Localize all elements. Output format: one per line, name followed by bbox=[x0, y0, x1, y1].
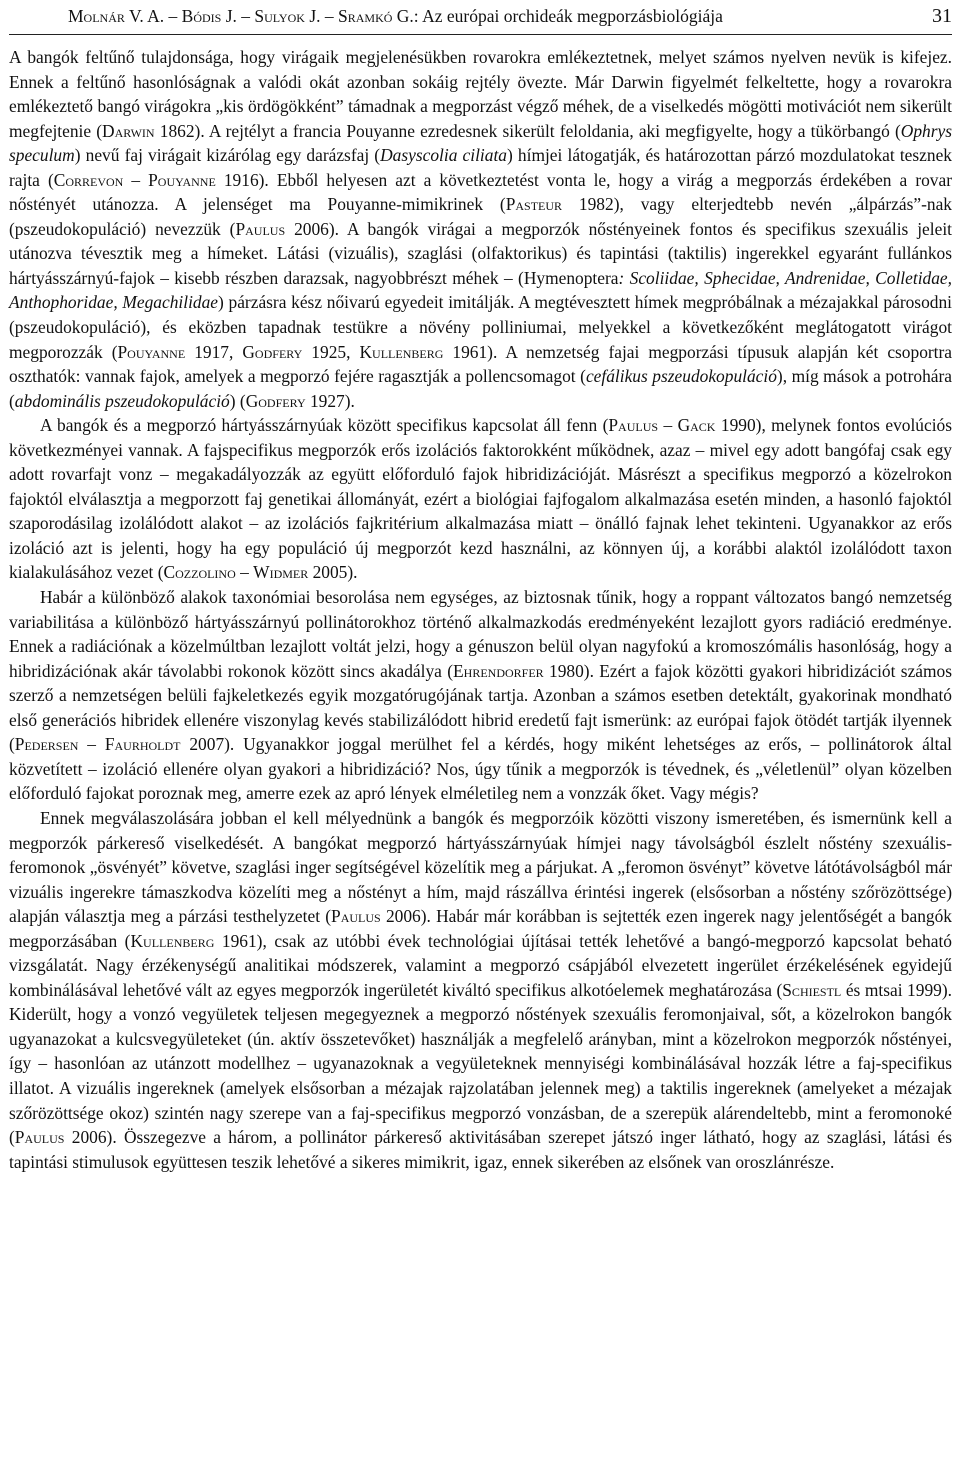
paragraph-2: A bangók és a megporzó hártyásszárnyúak között specifikus kapcsolat áll fenn (Paulus – Gack 1990), melynek fontos evolúciós következményei vannak. A fajspecifikus megporzók erős izolációs faktorokként működnek, azaz – mivel egy adott bangófaj csak egy adott rovarfajt vonz – megakadályozzák az együtt előforduló fajok hibridizációját. Másrészt a specifikus megporzó a közelrokon fajoktól elválasztja a megporzott faj genetikai állományát, ezért a biológiai fajfogalom alkalmazása esetén minden, a hasonló fajoktól szaporodásilag izolálódott alakot – az izolációs fajkritérium alkalmazása miatt – önálló fajnak lehet tekinteni. Ugyanakkor az erős izoláció azt is jelenti, hogy ha egy populáció új megporzót kezd használni, az könnyen új, a korábbi alaktól izolálódott taxon kialakulásához vezet (Cozzolino – Widmer 2005). bbox=[9, 415, 952, 583]
paragraph-3: Habár a különböző alakok taxonómiai besorolása nem egységes, az biztosnak tűnik, hogy a roppant változatos bangó nemzetség variabilitása a különböző hártyásszárnyú pollinátorokhoz történő alkalmazkodás eredményeként lezajlott gyors radiáció eredménye. Ennek a radiációnak a közelmúltban lezajlott voltát jelzi, hogy a génuszon belül olyan nagyfokú a kromoszómális hasonlóság, hogy a hibridizációnak akár távolabbi rokonok között sincs akadálya (Ehrendorfer 1980). Ezért a fajok közötti gyakori hibridizációt számos szerző a nemzetségen belüli fajkeletkezés egyik mozgatórugójának tartja. Azonban a számos esetben detektált, gyakorinak mondható első generációs hibridek ellenére viszonylag kevés stabilizálódott hibrid eredetű fajt ismerünk: az európai fajok ötödét tartják ilyennek (Pedersen – Faurholdt 2007). Ugyanakkor joggal merülhet fel a kérdés, hogy miként lehetséges az erős, – pollinátorok által közvetített – izoláció ellenére olyan gyakori a hibridizáció? Nos, úgy tűnik a megporzók is tévednek, és „véletlenül” olyan közelben előforduló fajokat poroznak meg, amerre ezek az apró lények elméletileg nem a vonzzák őket. Vagy mégis? bbox=[9, 587, 952, 804]
paragraph-1: A bangók feltűnő tulajdonsága, hogy virágaik megjelenésükben rovarokra emlékeztetnek, melyet számos nyelven nevük is kifejez. Ennek a feltűnő hasonlóságnak a valódi okát azonban sokáig rejtély övezte. Már Darwin figyelmét felkeltette, hogy a rovarokra emlékeztető bangó virágokra „kis ördögökként” támadnak a megporzást végző méhek, de a viselkedés mögötti motivációt nem sikerült megfejtenie (Darwin 1862). A rejtélyt a francia Pouyanne ezredesnek sikerült feloldania, aki megfigyelte, hogy a tükörbangó (Ophrys speculum) nevű faj virágait kizárólag egy darázsfaj (Dasyscolia ciliata) hímjei látogatják, és határozottan párzó mozdulatokat tesznek rajta (Correvon – Pouyanne 1916). Ebből helyesen azt a következtetést vonta le, hogy a virág a megporzás érdekében a rovar nőstényét utánozza. A jelenséget ma Pouyanne-mimikrinek (Pasteur 1982), vagy elterjedtebb nevén „álpárzás”-nak (pszeudokopuláció) nevezzük (Paulus 2006). A bangók virágai a megporzók nőstényeinek fontos és specifikus szexuális jeleit utánozva tévesztik meg a hímeket. Látási (vizuális), szaglási (olfaktorikus) és tapintási (taktilis) ingerekkel egyaránt fullánkos hártyásszárnyú-fajok – kisebb részben darazsak, nagyobbrészt méhek – (Hymenoptera: Scoliidae, Sphecidae, Andrenidae, Colletidae, Anthophoridae, Megachilidae) párzásra kész nőivarú egyedeit imitálják. A megtévesztett hímek megpróbálnak a mézajakkal párosodni (pszeudokopuláció), és eközben tapadnak testükre a növény polliniumai, melyekkel a következőként meglátogatott virágot megporozzák (Pouyanne 1917, Godfery 1925, Kullenberg 1961). A nemzetség fajai megporzási típusuk alapján két csoportra oszthatók: vannak fajok, amelyek a megporzó fejére ragasztják a pollencsomagot (cefálikus pszeudokopuláció), míg mások a potrohára (abdominális pszeudokopuláció) (Godfery 1927). bbox=[9, 47, 953, 411]
paragraph-4: Ennek megválaszolására jobban el kell mélyednünk a bangók és megporzóik közötti viszony ismeretében, és ismernünk kell a megporzók párkereső viselkedését. A bangókat megporzó hártyásszárnyúak hímjei nagy távolságból észlelt nőstény szexuális-feromonok „ösvényét” követve, szaglási inger segítségével közelítik meg a párjukat. A „feromon ösvényt” követve látótávolságból már vizuális ingerekre támaszkodva közelíti meg a nőstényt a hím, majd rászállva érintési ingerek (elsősorban a nőstény szőrözöttsége) alapján választja meg a párzási testhelyzetet (Paulus 2006). Habár már korábban is sejtették ezen ingerek nagy jelentőségét a bangók megporzásában (Kullenberg 1961), csak az utóbbi évek technológiai újításai tették lehetővé a bangó-megporzó kapcsolat beható vizsgálatát. Nagy érzékenységű analitikai módszerek, valamint a megporzó csápjából elvezetett ingerület érzékelésének egyidejű kombinálásával lehetővé vált az egyes megporzók ingerületét kiváltó specifikus alkotóelemek meghatározása (Schiestl és mtsai 1999). Kiderült, hogy a vonzó vegyületek teljesen megegyeznek a megporzó nőstények szexuális feromonjaival, sőt, a közelrokon bangók ugyanazokat a kulcsvegyületeket (ún. aktív összetevőket) használják a megfelelő arányban, mint a közelrokon megporzók nőstényei, így – hasonlóan az utánzott modellhez – ugyanazoknak a vegyületeknek mennyiségi kombinálásával hozzák létre a faj-specifikus illatot. A vizuális ingereknek (amelyek elsősorban a mézajak rajzolatában jelennek meg) a taktilis ingereknek (amelyeket a mézajak szőrözöttsége okoz) szintén nagy szerepe van a faj-specifikus megporzó vonzásban, de a szerepük alárendeltebb, mint a feromonoké (Paulus 2006). Összegezve a három, a pollinátor párkereső aktivitásában szerepet játszó inger látható, hogy az szaglási, látási és tapintási stimulusok együttesen teszik lehetővé a sikeres mimikrit, igaz, ennek sikerében az elsőnek van oroszlánrésze. bbox=[9, 807, 953, 1172]
body-text bbox=[9, 45, 952, 1174]
page-number: 31 bbox=[932, 5, 952, 27]
document-page bbox=[9, 0, 952, 1174]
running-header bbox=[9, 2, 952, 35]
running-header-title: Molnár V. A. – Bódis J. – Sulyok J. – Sramkó G.: Az európai orchideák megporzásbiológiája bbox=[68, 6, 723, 26]
